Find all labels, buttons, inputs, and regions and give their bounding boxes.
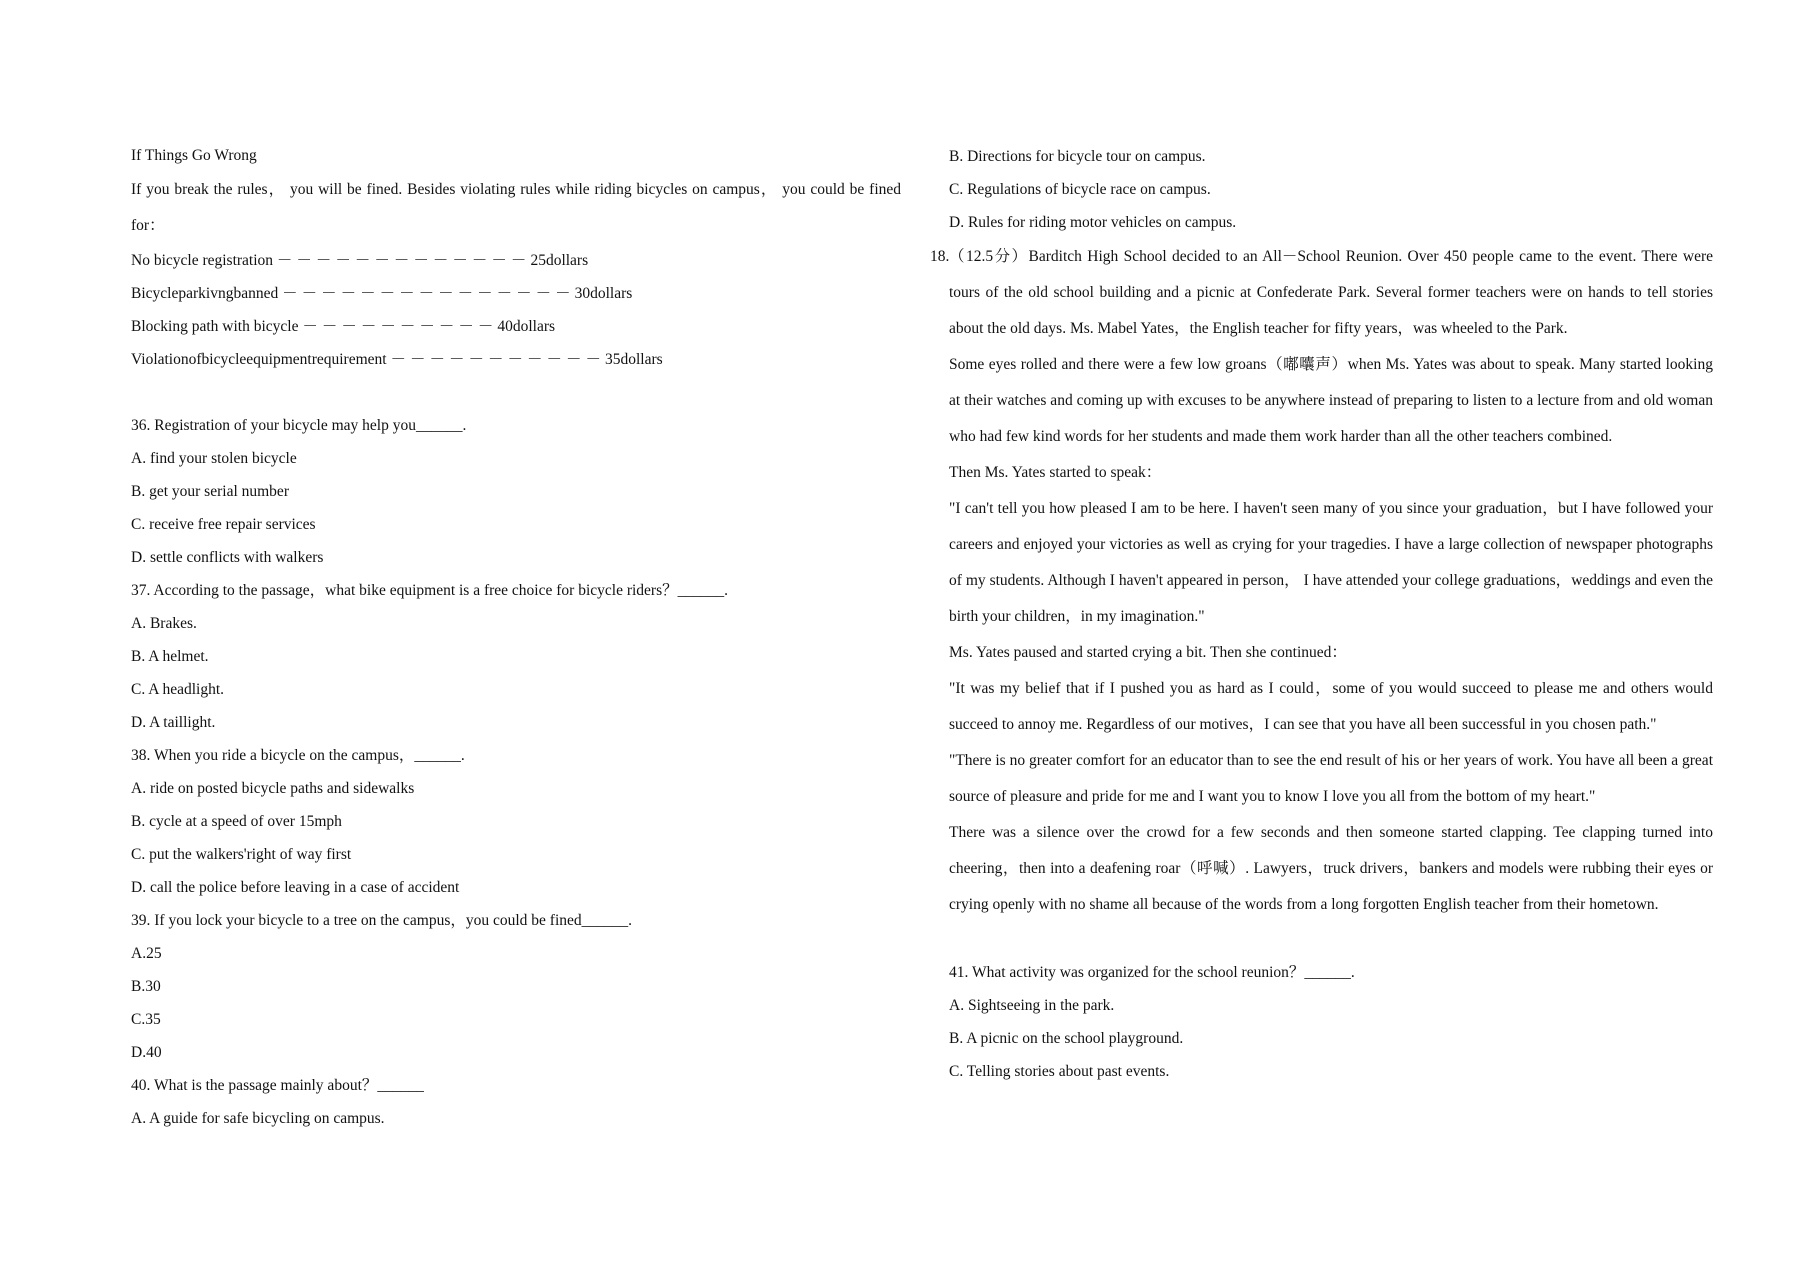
option-d: D.40	[131, 1044, 162, 1061]
option-c: C. Regulations of bicycle race on campus.	[949, 181, 1211, 198]
intro-paragraph: If you break the rules， you will be fined. Besides violating rules while riding bicycles on campus， you could be fined for：	[131, 181, 901, 234]
passage-intro: （12.5分）Barditch High School decided to an All－School Reunion. Over 450 people came to the event. There were tours of the old school building and a picnic at Confederate Park. Several former teachers were on hands to tell stories about the old days. Ms. Mabel Yates，the English teacher for fifty years，was wheeled to the Park.	[949, 248, 1713, 337]
question-39: 39. If you lock your bicycle to a tree on the campus，you could be fined______.	[131, 912, 633, 929]
fine-row-blocking	[131, 310, 901, 343]
question-number: 18.	[930, 248, 950, 265]
option-a: A. Brakes.	[131, 615, 197, 632]
fine-dashes: －－－－－－－－－－－－－－－	[282, 285, 575, 302]
option-d: D. Rules for riding motor vehicles on campus.	[949, 214, 1237, 231]
option-c: C. receive free repair services	[131, 516, 316, 533]
option-d: D. settle conflicts with walkers	[131, 549, 324, 566]
question-18-passage	[930, 239, 1713, 923]
fine-amount: 40dollars	[497, 318, 556, 335]
option-b: B. Directions for bicycle tour on campus.	[949, 148, 1206, 165]
option-c: C. Telling stories about past events.	[949, 1063, 1170, 1080]
fine-row-equipment	[131, 343, 901, 376]
passage-paragraph: Then Ms. Yates started to speak：	[949, 464, 1162, 481]
option-c: C. put the walkers'right of way first	[131, 846, 352, 863]
question-36: 36. Registration of your bicycle may help you______.	[131, 417, 467, 434]
right-column	[930, 140, 1713, 1088]
fine-item: No bicycle registration	[131, 252, 274, 269]
fine-row-registration	[131, 244, 901, 277]
passage-paragraph: "There is no greater comfort for an educator than to see the end result of his or her years of work. You have all been a great source of pleasure and pride for me and I want you to know I love you all from the bottom of my heart."	[949, 752, 1713, 805]
option-a: A.25	[131, 945, 162, 962]
passage-paragraph: Ms. Yates paused and started crying a bit. Then she continued：	[949, 644, 1347, 661]
passage-paragraph: There was a silence over the crowd for a few seconds and then someone started clapping. Tee clapping turned into cheering，then into a deafening roar（呼喊）. Lawyers，truck drivers，bankers and models were rubbing their eyes or crying openly with no shame all because of the words from a long forgotten English teacher from their hometown.	[949, 824, 1713, 913]
fine-amount: 25dollars	[530, 252, 589, 269]
option-b: B.30	[131, 978, 161, 995]
option-b: B. A picnic on the school playground.	[949, 1030, 1184, 1047]
option-a: A. A guide for safe bicycling on campus.	[131, 1110, 385, 1127]
spacer	[949, 923, 1713, 956]
fine-item: Bicycleparkivngbanned	[131, 285, 279, 302]
question-40: 40. What is the passage mainly about？______	[131, 1077, 424, 1094]
questions-36-40	[131, 409, 901, 1135]
question-38: 38. When you ride a bicycle on the campus，______.	[131, 747, 465, 764]
fine-amount: 35dollars	[604, 351, 663, 368]
fine-row-parking	[131, 277, 901, 310]
fine-item: Blocking path with bicycle	[131, 318, 299, 335]
option-c: C. A headlight.	[131, 681, 224, 698]
option-d: D. A taillight.	[131, 714, 216, 731]
passage-paragraph: "I can't tell you how pleased I am to be here. I haven't seen many of you since your graduation，but I have followed your careers and enjoyed your victories as well as crying for your tragedies. I have a large collection of newspaper photographs of my students. Although I haven't appeared in person， I have attended your college graduations，weddings and even the birth your children，in my imagination."	[949, 500, 1713, 625]
option-b: B. get your serial number	[131, 483, 289, 500]
question-37: 37. According to the passage，what bike equipment is a free choice for bicycle riders？______.	[131, 582, 728, 599]
question-41-stem: 41. What activity was organized for the school reunion？______.	[949, 964, 1355, 981]
fine-amount: 30dollars	[574, 285, 633, 302]
question-41	[949, 956, 1713, 1088]
left-column	[131, 140, 901, 1135]
option-b: B. cycle at a speed of over 15mph	[131, 813, 342, 830]
option-b: B. A helmet.	[131, 648, 209, 665]
option-a: A. find your stolen bicycle	[131, 450, 297, 467]
fine-dashes: －－－－－－－－－－－	[390, 351, 605, 368]
fine-dashes: －－－－－－－－－－	[302, 318, 498, 335]
spacer	[131, 376, 901, 409]
passage-paragraph: "It was my belief that if I pushed you as hard as I could，some of you would succeed to please me and others would succeed to annoy me. Regardless of our motives，I can see that you have all been successful in you chosen path."	[949, 680, 1713, 733]
option-a: A. Sightseeing in the park.	[949, 997, 1115, 1014]
question-40-options	[949, 140, 1713, 239]
fine-item: Violationofbicycleequipmentrequirement	[131, 351, 387, 368]
section-title: If Things Go Wrong	[131, 147, 257, 164]
option-a: A. ride on posted bicycle paths and sidewalks	[131, 780, 415, 797]
option-d: D. call the police before leaving in a case of accident	[131, 879, 460, 896]
option-c: C.35	[131, 1011, 161, 1028]
passage-paragraph: Some eyes rolled and there were a few low groans（嘟囔声）when Ms. Yates was about to speak. Many started looking at their watches and coming up with excuses to be anywhere instead of preparing to listen to a lecture from and old woman who had few kind words for her students and made them work harder than all the other teachers combined.	[949, 356, 1713, 445]
fine-dashes: －－－－－－－－－－－－－	[276, 252, 531, 269]
